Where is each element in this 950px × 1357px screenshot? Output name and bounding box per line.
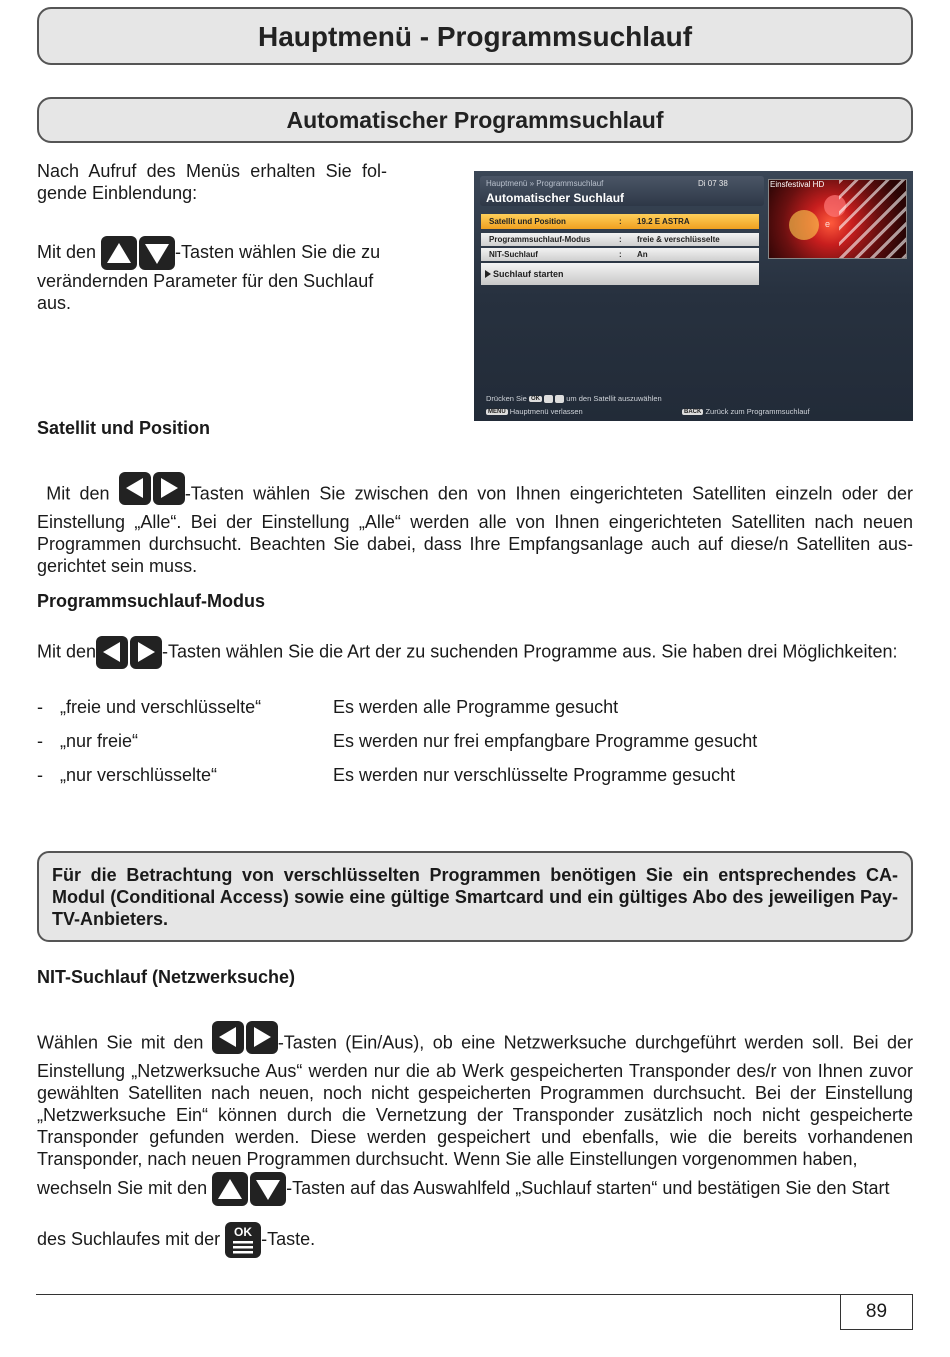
tv-row-mode[interactable] — [481, 233, 759, 246]
tv-row-nit[interactable] — [481, 248, 759, 261]
tv-row-label: Programmsuchlauf-Modus — [489, 235, 591, 244]
tv-footer-right-text: Zurück zum Programmsuchlauf — [705, 407, 810, 416]
note-box: Für die Betrachtung von verschlüsselten Programmen benötigen Sie ein entsprechendes CA-Modul (Conditional Access) sowie eine gültige Smartcard und ein gültiges Abo des jeweiligen Pay-TV-Anbieters. — [37, 851, 913, 942]
left-right-keys — [119, 472, 185, 505]
tv-row-satellite[interactable] — [481, 214, 759, 229]
ok-key-label: OK — [234, 1225, 253, 1239]
section-title: Automatischer Programmsuchlauf — [37, 97, 913, 143]
tv-start-search-button[interactable] — [481, 263, 759, 285]
mode-after: die Art der zu suchenden Programme aus. Sie haben drei Möglichkeiten: — [319, 641, 898, 662]
option-desc: Es werden alle Programme gesucht — [333, 697, 619, 717]
tv-row-value: An — [637, 250, 648, 259]
tv-menu-title: Automatischer Suchlauf — [486, 191, 625, 205]
up-down-keys — [212, 1172, 286, 1206]
tv-breadcrumb: Hauptmenü » Programmsuchlauf — [486, 179, 604, 188]
tv-row-label: Satellit und Position — [489, 217, 566, 226]
footer-divider — [36, 1294, 913, 1295]
option-dash: - — [37, 697, 43, 717]
tv-help-before: Drücken Sie — [486, 394, 527, 403]
arrow-left-key-icon — [119, 472, 151, 505]
nit-line2-before: wechseln Sie mit den — [37, 1177, 208, 1198]
tv-preview-channel: Einsfestival HD — [770, 180, 825, 189]
tv-help-line — [486, 394, 662, 403]
ok-key-icon — [225, 1222, 261, 1258]
back-key-icon: BACK — [684, 409, 702, 416]
arrow-right-key-icon — [130, 636, 162, 669]
intro-text: Nach Aufruf des Menüs erhalten Sie fol-gende Einblendung: — [37, 161, 387, 203]
satellite-before: Mit den — [46, 483, 110, 504]
heading-nit: NIT-Suchlauf (Netzwerksuche) — [37, 967, 296, 987]
left-mini-icon — [544, 395, 553, 403]
satellite-after: -Tasten wählen Sie zwischen den von Ihnen eingerichteten Satelliten einzeln oder der Einstellung „Alle“. Bei der Einstellung „Alle“ werden alle von Ihnen eingerichteten Satelliten nach neuen Programmen durchsucht. Beachten Sie dabei, dass Ihre Empfangsanlage auch auf diese/n Satelliten aus-gerichtet sein muss. — [37, 483, 913, 576]
left-right-keys — [212, 1021, 278, 1054]
option-name: „nur freie“ — [60, 731, 139, 751]
mode-mid: -Tasten wählen Sie — [162, 641, 315, 662]
preview-light — [789, 210, 819, 240]
option-desc: Es werden nur verschlüsselte Programme gesucht — [333, 765, 736, 785]
heading-mode: Programmsuchlauf-Modus — [37, 591, 266, 611]
mode-text — [37, 636, 917, 669]
tv-footer-right — [682, 407, 810, 416]
arrow-right-key-icon — [153, 472, 185, 505]
arrow-right-key-icon — [246, 1021, 278, 1054]
option-dash: - — [37, 765, 43, 785]
arrow-down-key-icon — [139, 236, 175, 270]
right-mini-icon — [555, 395, 564, 403]
tv-row-colon: : — [619, 217, 622, 226]
nit-line2-after: -Tasten auf das Auswahlfeld „Suchlauf starten“ und bestätigen Sie den Start — [286, 1177, 890, 1198]
tv-row-colon: : — [619, 250, 622, 259]
tv-row-value: 19.2 E ASTRA — [637, 217, 690, 226]
arrow-down-key-icon — [250, 1172, 286, 1206]
tv-start-label: Suchlauf starten — [493, 269, 564, 279]
satellite-text — [37, 478, 913, 577]
nit-line3 — [37, 1222, 637, 1258]
tv-menu-screenshot — [474, 171, 913, 421]
nit-before: Wählen Sie mit den — [37, 1032, 204, 1053]
left-right-keys — [96, 636, 162, 669]
page-title: Hauptmenü - Programmsuchlauf — [37, 7, 913, 65]
arrow-left-key-icon — [96, 636, 128, 669]
tv-row-label: NIT-Suchlauf — [489, 250, 538, 259]
page-number: 89 — [840, 1294, 913, 1330]
tv-footer-left — [486, 407, 583, 416]
nit-after: -Tasten (Ein/Aus), ob eine Netzwerksuche durchgeführt werden soll. Bei der Einstellung „Netzwerksuche Aus“ werden nur die ab Werk gespeicherten Transponder des/r von Ihnen zuvor gewählten Satelliten nach neuen, noch nicht gespeicherten Programmen durchsucht. Bei der Einstellung „Netzwerksuche Ein“ können durch die Vernetzung der Transponder zusätzlich noch nicht gespeicherte Transponder gefunden werden. Diese werden gespeichert und ebenfalls, wie die bereits vorhandenen Transponder, nach neuen Programmen durchsucht. Wenn Sie alle Einstellungen vorgenommen haben, — [37, 1032, 913, 1169]
arrow-left-key-icon — [212, 1021, 244, 1054]
intro-nav-after: -Tasten wählen Sie die zu verändernden Parameter für den Suchlauf aus. — [37, 241, 381, 313]
arrow-up-key-icon — [212, 1172, 248, 1206]
arrow-up-key-icon — [101, 236, 137, 270]
intro-nav-before: Mit den — [37, 241, 97, 262]
option-name: „nur verschlüsselte“ — [60, 765, 218, 785]
tv-preview-image — [768, 179, 907, 259]
tv-row-colon: : — [619, 235, 622, 244]
tv-clock: Di 07 38 — [698, 179, 728, 188]
nit-text — [37, 1027, 913, 1170]
heading-satellite: Satellit und Position — [37, 418, 211, 438]
tv-row-value: freie & verschlüsselte — [637, 235, 720, 244]
nit-line3-before: des Suchlaufes mit der — [37, 1228, 221, 1249]
tv-help-after: um den Satellit auszuwählen — [566, 394, 662, 403]
preview-stripes — [839, 180, 906, 258]
option-dash: - — [37, 731, 43, 751]
tv-footer-left-text: Hauptmenü verlassen — [509, 407, 583, 416]
menu-key-icon: MENU — [488, 409, 506, 416]
ok-mini-icon: OK — [530, 396, 540, 403]
nit-line2 — [37, 1172, 917, 1206]
intro-nav-text — [37, 236, 387, 314]
mode-before: Mit den — [37, 641, 97, 662]
nit-line3-after: -Taste. — [261, 1228, 316, 1249]
play-arrow-icon — [485, 270, 491, 278]
up-down-keys — [101, 236, 175, 270]
option-desc: Es werden nur frei empfangbare Programme gesucht — [333, 731, 758, 751]
option-name: „freie und verschlüsselte“ — [60, 697, 262, 717]
tv-preview-overlay: e — [825, 219, 831, 229]
